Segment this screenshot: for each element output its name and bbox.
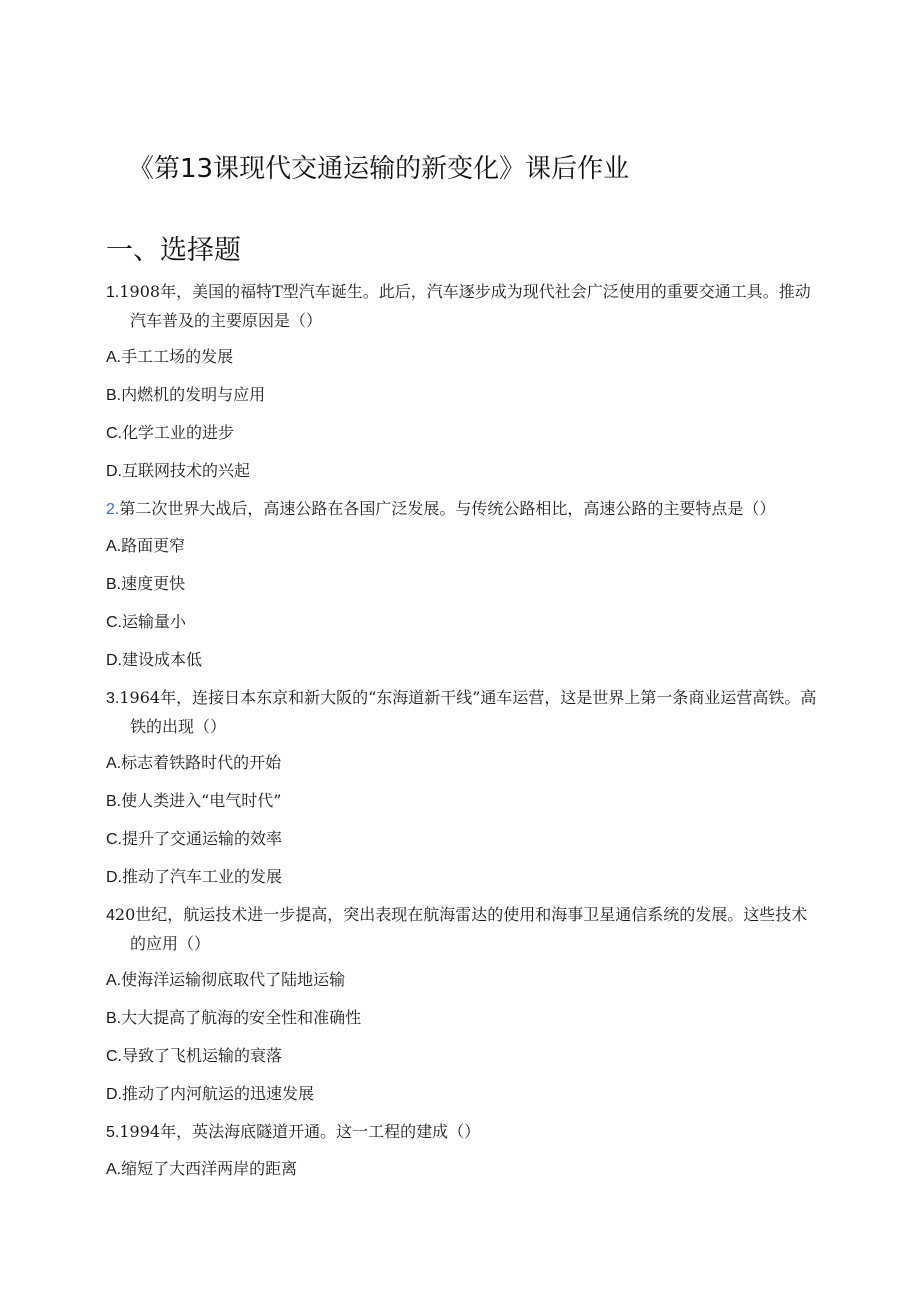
question-block xyxy=(106,495,818,675)
option-text: 互联网技术的兴起 xyxy=(122,461,251,480)
option-text: 缩短了大西洋两岸的距离 xyxy=(121,1159,298,1178)
option-label: D. xyxy=(106,652,122,669)
question-number: 3. xyxy=(106,690,120,707)
option-label: C. xyxy=(106,831,122,848)
option-d xyxy=(106,863,818,892)
option-label: A. xyxy=(106,538,122,555)
option-label: A. xyxy=(106,972,122,989)
option-text: 速度更快 xyxy=(121,574,186,593)
option-label: A. xyxy=(106,349,122,366)
question-stem xyxy=(106,278,818,335)
option-text: 手工工场的发展 xyxy=(121,347,234,366)
option-a xyxy=(106,966,818,995)
option-label: B. xyxy=(106,1010,122,1027)
option-label: B. xyxy=(106,576,122,593)
option-text: 导致了飞机运输的衰落 xyxy=(122,1046,283,1065)
question-text: 20世纪，航运技术进一步提高，突出表现在航海雷达的使用和海事卫星通信系统的发展。这些技术的应用（） xyxy=(114,905,808,953)
question-stem xyxy=(106,901,818,958)
option-text: 使海洋运输彻底取代了陆地运输 xyxy=(121,970,346,989)
option-label: C. xyxy=(106,425,122,442)
option-text: 推动了汽车工业的发展 xyxy=(122,867,283,886)
option-d xyxy=(106,1080,818,1109)
option-text: 标志着铁路时代的开始 xyxy=(121,753,282,772)
option-b xyxy=(106,381,818,410)
option-label: A. xyxy=(106,1161,122,1178)
option-a xyxy=(106,343,818,372)
option-a xyxy=(106,1155,818,1184)
question-block xyxy=(106,901,818,1109)
question-stem xyxy=(106,495,818,524)
option-a xyxy=(106,532,818,561)
option-text: 内燃机的发明与应用 xyxy=(121,385,266,404)
question-block xyxy=(106,684,818,892)
question-text: 第二次世界大战后，高速公路在各国广泛发展。与传统公路相比，高速公路的主要特点是（） xyxy=(119,499,776,518)
option-b xyxy=(106,570,818,599)
option-text: 使人类进入“电气时代” xyxy=(121,791,282,810)
option-label: A. xyxy=(106,755,122,772)
option-d xyxy=(106,646,818,675)
option-text: 建设成本低 xyxy=(122,650,203,669)
option-c xyxy=(106,825,818,854)
question-block xyxy=(106,1118,818,1184)
option-label: D. xyxy=(106,869,122,886)
option-text: 大大提高了航海的安全性和准确性 xyxy=(121,1008,362,1027)
document-title: 《第13课现代交通运输的新变化》课后作业 xyxy=(128,154,630,184)
option-text: 化学工业的进步 xyxy=(122,423,235,442)
option-a xyxy=(106,749,818,778)
question-text: 1964年，连接日本东京和新大阪的“东海道新干线”通车运营，这是世界上第一条商业运营高铁。高铁的出现（） xyxy=(119,688,817,736)
option-c xyxy=(106,608,818,637)
section-heading: 一、选择题 xyxy=(106,235,241,266)
option-b xyxy=(106,787,818,816)
option-b xyxy=(106,1004,818,1033)
option-d xyxy=(106,457,818,486)
question-text: 1908年，美国的福特T型汽车诞生。此后，汽车逐步成为现代社会广泛使用的重要交通工具。推动汽车普及的主要原因是（） xyxy=(119,282,811,330)
option-c xyxy=(106,1042,818,1071)
question-number: 5. xyxy=(106,1124,120,1141)
option-label: C. xyxy=(106,1048,122,1065)
option-label: D. xyxy=(106,1086,122,1103)
option-text: 运输量小 xyxy=(122,612,187,631)
question-number: 1. xyxy=(106,284,120,301)
question-block xyxy=(106,278,818,486)
question-number: 4 xyxy=(106,907,115,924)
option-label: B. xyxy=(106,793,122,810)
option-label: C. xyxy=(106,614,122,631)
option-c xyxy=(106,419,818,448)
question-stem xyxy=(106,1118,818,1147)
question-stem xyxy=(106,684,818,741)
option-text: 推动了内河航运的迅速发展 xyxy=(122,1084,315,1103)
option-label: B. xyxy=(106,387,122,404)
question-text: 1994年，英法海底隧道开通。这一工程的建成（） xyxy=(119,1122,481,1141)
question-list xyxy=(106,278,818,1193)
question-number: 2. xyxy=(106,501,120,518)
option-label: D. xyxy=(106,463,122,480)
option-text: 提升了交通运输的效率 xyxy=(122,829,283,848)
option-text: 路面更窄 xyxy=(121,536,186,555)
